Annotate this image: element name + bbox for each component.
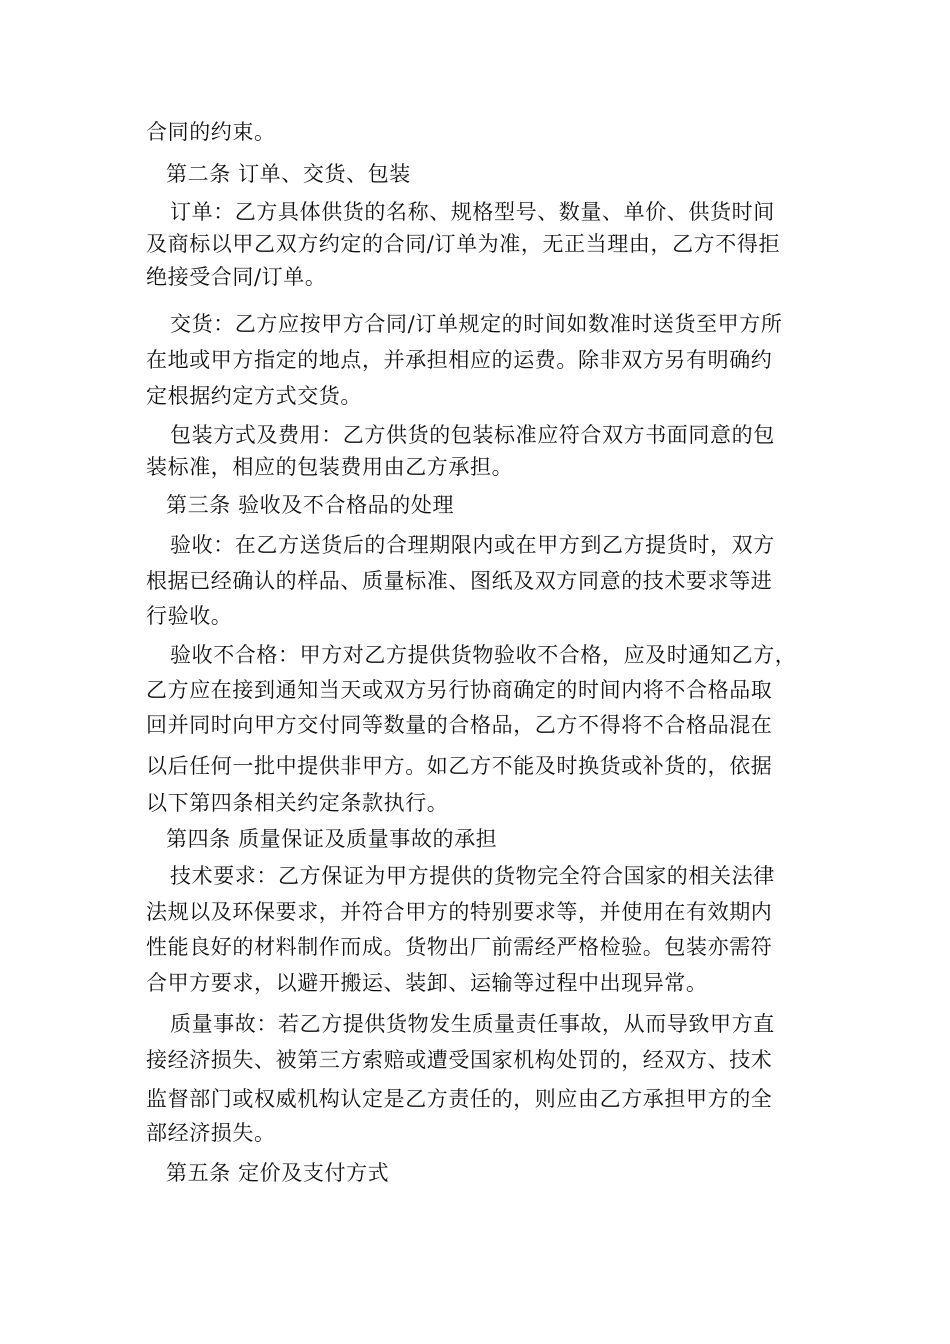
text-line: 法规以及环保要求，并符合甲方的特别要求等，并使用在有效期内: [146, 900, 773, 924]
text-line: 监督部门或权威机构认定是乙方责任的，则应由乙方承担甲方的全: [146, 1087, 773, 1111]
text-line: 定根据约定方式交货。: [146, 384, 362, 408]
text-line: 及商标以甲乙双方约定的合同/订单为准，无正当理由，乙方不得拒: [146, 232, 781, 256]
text-line: 乙方应在接到通知当天或双方另行协商确定的时间内将不合格品取: [146, 678, 773, 702]
text-line: 验收：在乙方送货后的合理期限内或在甲方到乙方提货时，双方: [170, 533, 775, 557]
text-line: 合同的约束。: [146, 120, 276, 144]
text-line: 技术要求：乙方保证为甲方提供的货物完全符合国家的相关法律: [170, 864, 775, 888]
text-line: 根据已经确认的样品、质量标准、图纸及双方同意的技术要求等进: [146, 569, 773, 593]
text-line: 以下第四条相关约定条款执行。: [146, 791, 449, 815]
text-line: 回并同时向甲方交付同等数量的合格品，乙方不得将不合格品混在: [146, 713, 773, 737]
text-line: 性能良好的材料制作而成。货物出厂前需经严格检验。包装亦需符: [146, 935, 773, 959]
section-heading: 第四条 质量保证及质量事故的承担: [166, 827, 498, 851]
text-line: 包装方式及费用：乙方供货的包装标准应符合双方书面同意的包: [170, 423, 775, 447]
text-line: 装标准，相应的包装费用由乙方承担。: [146, 455, 514, 479]
text-line: 绝接受合同/订单。: [146, 265, 327, 289]
text-line: 在地或甲方指定的地点，并承担相应的运费。除非双方另有明确约: [146, 348, 773, 372]
section-heading: 第五条 定价及支付方式: [166, 1161, 390, 1185]
text-line: 以后任何一批中提供非甲方。如乙方不能及时换货或补货的，依据: [146, 754, 773, 778]
text-line: 订单：乙方具体供货的名称、规格型号、数量、单价、供货时间: [170, 200, 775, 224]
text-line: 部经济损失。: [146, 1121, 276, 1145]
text-line: 接经济损失、被第三方索赔或遭受国家机构处罚的，经双方、技术: [146, 1048, 773, 1072]
section-heading: 第三条 验收及不合格品的处理: [166, 493, 455, 517]
text-line: 验收不合格：甲方对乙方提供货物验收不合格，应及时通知乙方，: [170, 643, 797, 667]
text-line: 交货：乙方应按甲方合同/订单规定的时间如数准时送货至甲方所: [170, 312, 783, 336]
text-line: 行验收。: [146, 604, 233, 628]
text-line: 合甲方要求，以避开搬运、装卸、运输等过程中出现异常。: [146, 971, 708, 995]
section-heading: 第二条 订单、交货、包装: [166, 162, 411, 186]
text-line: 质量事故：若乙方提供货物发生质量责任事故，从而导致甲方直: [170, 1012, 775, 1036]
